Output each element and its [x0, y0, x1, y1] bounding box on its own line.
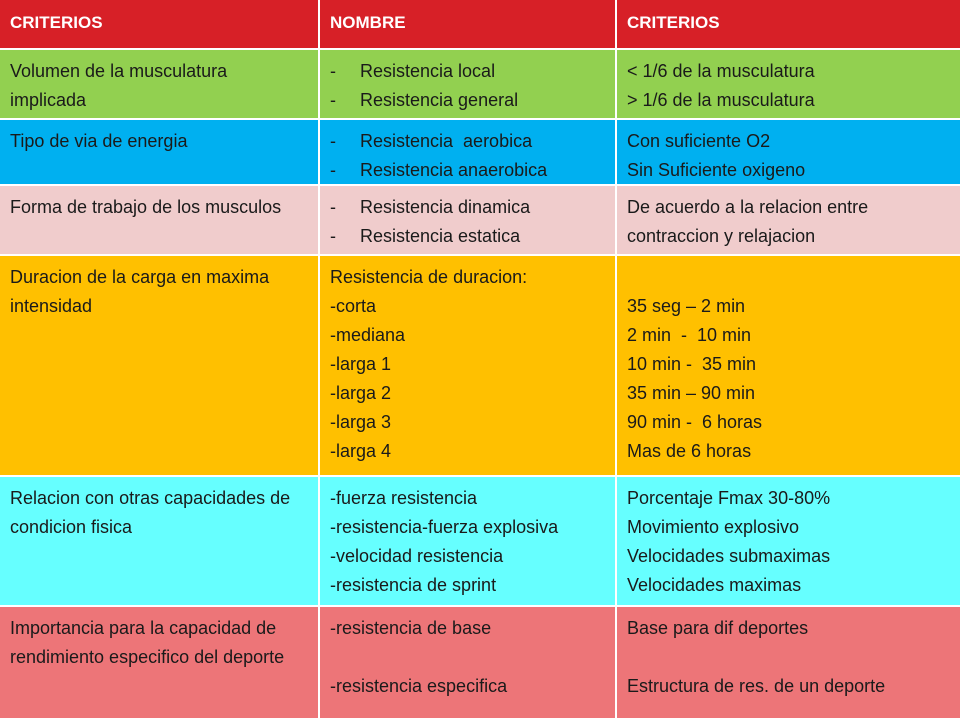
row-musculatura-nombre — [320, 50, 617, 120]
list-item: - Resistencia local — [330, 61, 496, 81]
row-musculatura-criterios — [617, 50, 960, 120]
list-item: Base para dif deportes — [627, 618, 809, 638]
cell-text: Duracion de la carga en maxima intensidad — [10, 267, 270, 316]
row-energia-criterios — [617, 120, 960, 186]
spacer — [627, 263, 950, 292]
list-item: -resistencia de base — [330, 618, 492, 638]
list-item: 35 min – 90 min — [627, 383, 756, 403]
row-duracion-criterio — [0, 256, 320, 477]
list-item: - Resistencia general — [330, 90, 519, 110]
list-item: > 1/6 de la musculatura — [627, 90, 815, 110]
cell-text: Volumen de la musculatura implicada — [10, 61, 228, 110]
header-criterios-1 — [0, 0, 320, 50]
row-importancia-criterios — [617, 607, 960, 720]
row-trabajo-nombre — [320, 186, 617, 256]
list-item: Resistencia de duracion: — [330, 267, 528, 287]
row-relacion-nombre — [320, 477, 617, 607]
list-item: - Resistencia estatica — [330, 226, 521, 246]
spacer — [330, 643, 605, 672]
list-item: < 1/6 de la musculatura — [627, 61, 815, 81]
list-item: Con suficiente O2 — [627, 131, 771, 151]
list-item: 2 min - 10 min — [627, 325, 752, 345]
cell-text: Relacion con otras capacidades de condicion fisica — [10, 488, 291, 537]
list-item: -resistencia-fuerza explosiva — [330, 517, 559, 537]
list-item: Mas de 6 horas — [627, 441, 752, 461]
row-relacion-criterio — [0, 477, 320, 607]
header-criterios-2 — [617, 0, 960, 50]
cell-text: Tipo de via de energia — [10, 131, 188, 151]
list-item: Porcentaje Fmax 30-80% — [627, 488, 831, 508]
cell-text: Importancia para la capacidad de rendimiento especifico del deporte — [10, 618, 285, 667]
list-item: Movimiento explosivo — [627, 517, 800, 537]
list-item: -resistencia especifica — [330, 676, 508, 696]
row-importancia-nombre — [320, 607, 617, 720]
row-importancia-criterio — [0, 607, 320, 720]
list-item: - Resistencia aerobica — [330, 131, 533, 151]
list-item: 10 min - 35 min — [627, 354, 757, 374]
row-relacion-criterios — [617, 477, 960, 607]
list-item: Velocidades maximas — [627, 575, 802, 595]
list-item: 90 min - 6 horas — [627, 412, 763, 432]
list-item: Sin Suficiente oxigeno — [627, 160, 806, 180]
list-item: 35 seg – 2 min — [627, 296, 746, 316]
list-item: Estructura de res. de un deporte — [627, 676, 886, 696]
list-item: -larga 3 — [330, 412, 392, 432]
spacer — [627, 643, 950, 672]
list-item: -larga 4 — [330, 441, 392, 461]
row-energia-criterio — [0, 120, 320, 186]
list-item: - Resistencia anaerobica — [330, 160, 548, 180]
list-item: -corta — [330, 296, 377, 316]
list-item: Velocidades submaximas — [627, 546, 831, 566]
list-item: - Resistencia dinamica — [330, 197, 531, 217]
row-duracion-nombre — [320, 256, 617, 477]
list-item: -fuerza resistencia — [330, 488, 478, 508]
row-trabajo-criterios — [617, 186, 960, 256]
list-item: -resistencia de sprint — [330, 575, 497, 595]
header-nombre — [320, 0, 617, 50]
list-item: -velocidad resistencia — [330, 546, 504, 566]
header-label: CRITERIOS — [10, 13, 103, 32]
list-item: -larga 2 — [330, 383, 392, 403]
cell-text: Forma de trabajo de los musculos — [10, 197, 282, 217]
row-trabajo-criterio — [0, 186, 320, 256]
cell-text: De acuerdo a la relacion entre contraccion y relajacion — [627, 197, 869, 246]
list-item: -larga 1 — [330, 354, 392, 374]
row-musculatura-criterio — [0, 50, 320, 120]
header-label: NOMBRE — [330, 13, 406, 32]
list-item: -mediana — [330, 325, 406, 345]
row-energia-nombre — [320, 120, 617, 186]
header-label: CRITERIOS — [627, 13, 720, 32]
row-duracion-criterios — [617, 256, 960, 477]
